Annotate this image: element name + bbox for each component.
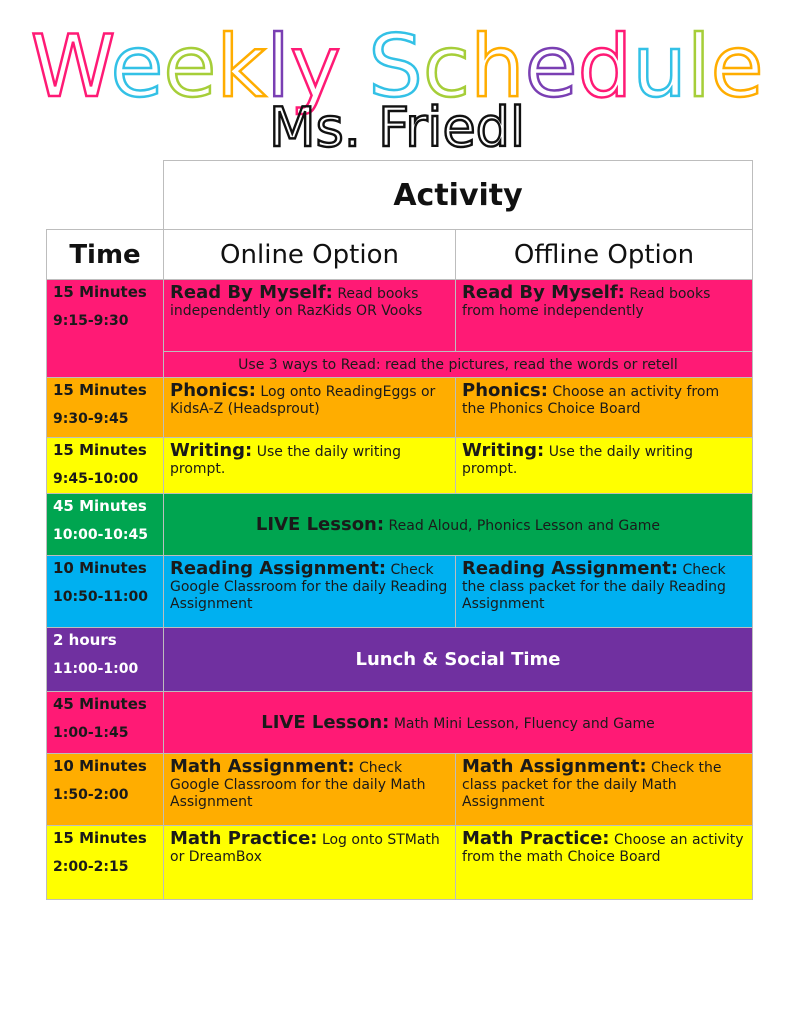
activity-label: Math Assignment: [462,756,647,777]
activity-label: Math Practice: [170,828,318,849]
offline-option-cell [456,826,753,900]
activity-label: Read By Myself: [170,282,333,303]
activity-header: Activity [164,161,753,230]
time-cell [47,628,164,692]
offline-option-cell [456,556,753,628]
schedule-title: Weekly Schedule [30,17,764,117]
duration-label: 15 Minutes [53,441,147,459]
time-cell [47,692,164,754]
time-range: 9:15-9:30 [53,313,129,329]
activity-span-cell: Lunch & Social Time [164,628,753,692]
time-range: 1:00-1:45 [53,725,129,741]
activity-text: Log onto STMath or DreamBox [170,832,440,865]
schedule-row [47,280,753,352]
duration-label: 10 Minutes [53,559,147,577]
schedule-row [47,494,753,556]
activity-text: Choose an activity from the Phonics Choice Board [462,384,720,417]
activity-label: Math Assignment: [170,756,355,777]
activity-text: Read books independently on RazKids OR Vooks [170,286,423,319]
schedule-row [47,628,753,692]
time-range: 11:00-1:00 [53,661,139,677]
schedule-table [46,160,753,900]
schedule-row [47,438,753,494]
schedule-row [47,754,753,826]
activity-label: Read By Myself: [462,282,625,303]
page-header [0,0,795,155]
duration-label: 15 Minutes [53,283,147,301]
activity-label: Phonics: [170,380,256,401]
schedule-rows [47,280,753,900]
schedule-row [47,556,753,628]
time-cell [47,826,164,900]
time-cell [47,754,164,826]
schedule-row [47,826,753,900]
time-range: 9:45-10:00 [53,471,139,487]
activity-text: Log onto ReadingEggs or KidsA-Z (Headsprout) [170,384,436,417]
schedule-row [47,692,753,754]
offline-option-cell [456,754,753,826]
reading-tip-note: Use 3 ways to Read: read the pictures, read the words or retell [164,352,753,378]
time-cell [47,280,164,378]
activity-label: Writing: [170,440,253,461]
blank-corner [47,161,164,230]
time-range: 10:00-10:45 [53,527,148,543]
activity-text: Use the daily writing prompt. [170,444,401,477]
schedule-row [47,378,753,438]
duration-label: 45 Minutes [53,695,147,713]
offline-option-cell [456,280,753,352]
activity-text: Check the class packet for the daily Math Assignment [462,760,722,810]
schedule-title-graphic [0,0,795,155]
time-range: 10:50-11:00 [53,589,148,605]
offline-option-cell [456,438,753,494]
time-cell [47,378,164,438]
activity-label: Reading Assignment: [462,558,679,579]
activity-label: LIVE Lesson: [261,712,390,733]
activity-span-cell [164,494,753,556]
activity-label: LIVE Lesson: [255,514,385,535]
activity-text: Read Aloud, Phonics Lesson and Game [388,518,661,534]
activity-text: Check Google Classroom for the daily Reading Assignment [170,562,448,612]
online-column-header: Online Option [164,230,456,280]
time-range: 1:50-2:00 [53,787,129,803]
duration-label: 15 Minutes [53,381,147,399]
teacher-name: Ms. Friedl [269,96,525,155]
activity-text: Choose an activity from the math Choice Board [462,832,744,865]
online-option-cell [164,280,456,352]
activity-text: Read books from home independently [462,286,711,319]
activity-text: Check Google Classroom for the daily Math Assignment [170,760,426,810]
activity-text: Use the daily writing prompt. [462,444,693,477]
online-option-cell [164,556,456,628]
online-option-cell [164,826,456,900]
activity-label: Math Practice: [462,828,610,849]
offline-column-header: Offline Option [456,230,753,280]
duration-label: 15 Minutes [53,829,147,847]
duration-label: 2 hours [53,631,117,649]
time-cell [47,556,164,628]
activity-text: Check the class packet for the daily Reading Assignment [462,562,726,612]
activity-span-cell [164,692,753,754]
activity-label: Phonics: [462,380,548,401]
activity-text: Math Mini Lesson, Fluency and Game [393,716,655,732]
time-range: 9:30-9:45 [53,411,129,427]
time-cell [47,494,164,556]
activity-label: Reading Assignment: [170,558,387,579]
online-option-cell [164,438,456,494]
online-option-cell [164,378,456,438]
offline-option-cell [456,378,753,438]
time-cell [47,438,164,494]
duration-label: 45 Minutes [53,497,147,515]
time-column-header: Time [47,230,164,280]
time-range: 2:00-2:15 [53,859,129,875]
duration-label: 10 Minutes [53,757,147,775]
activity-label: Writing: [462,440,545,461]
online-option-cell [164,754,456,826]
